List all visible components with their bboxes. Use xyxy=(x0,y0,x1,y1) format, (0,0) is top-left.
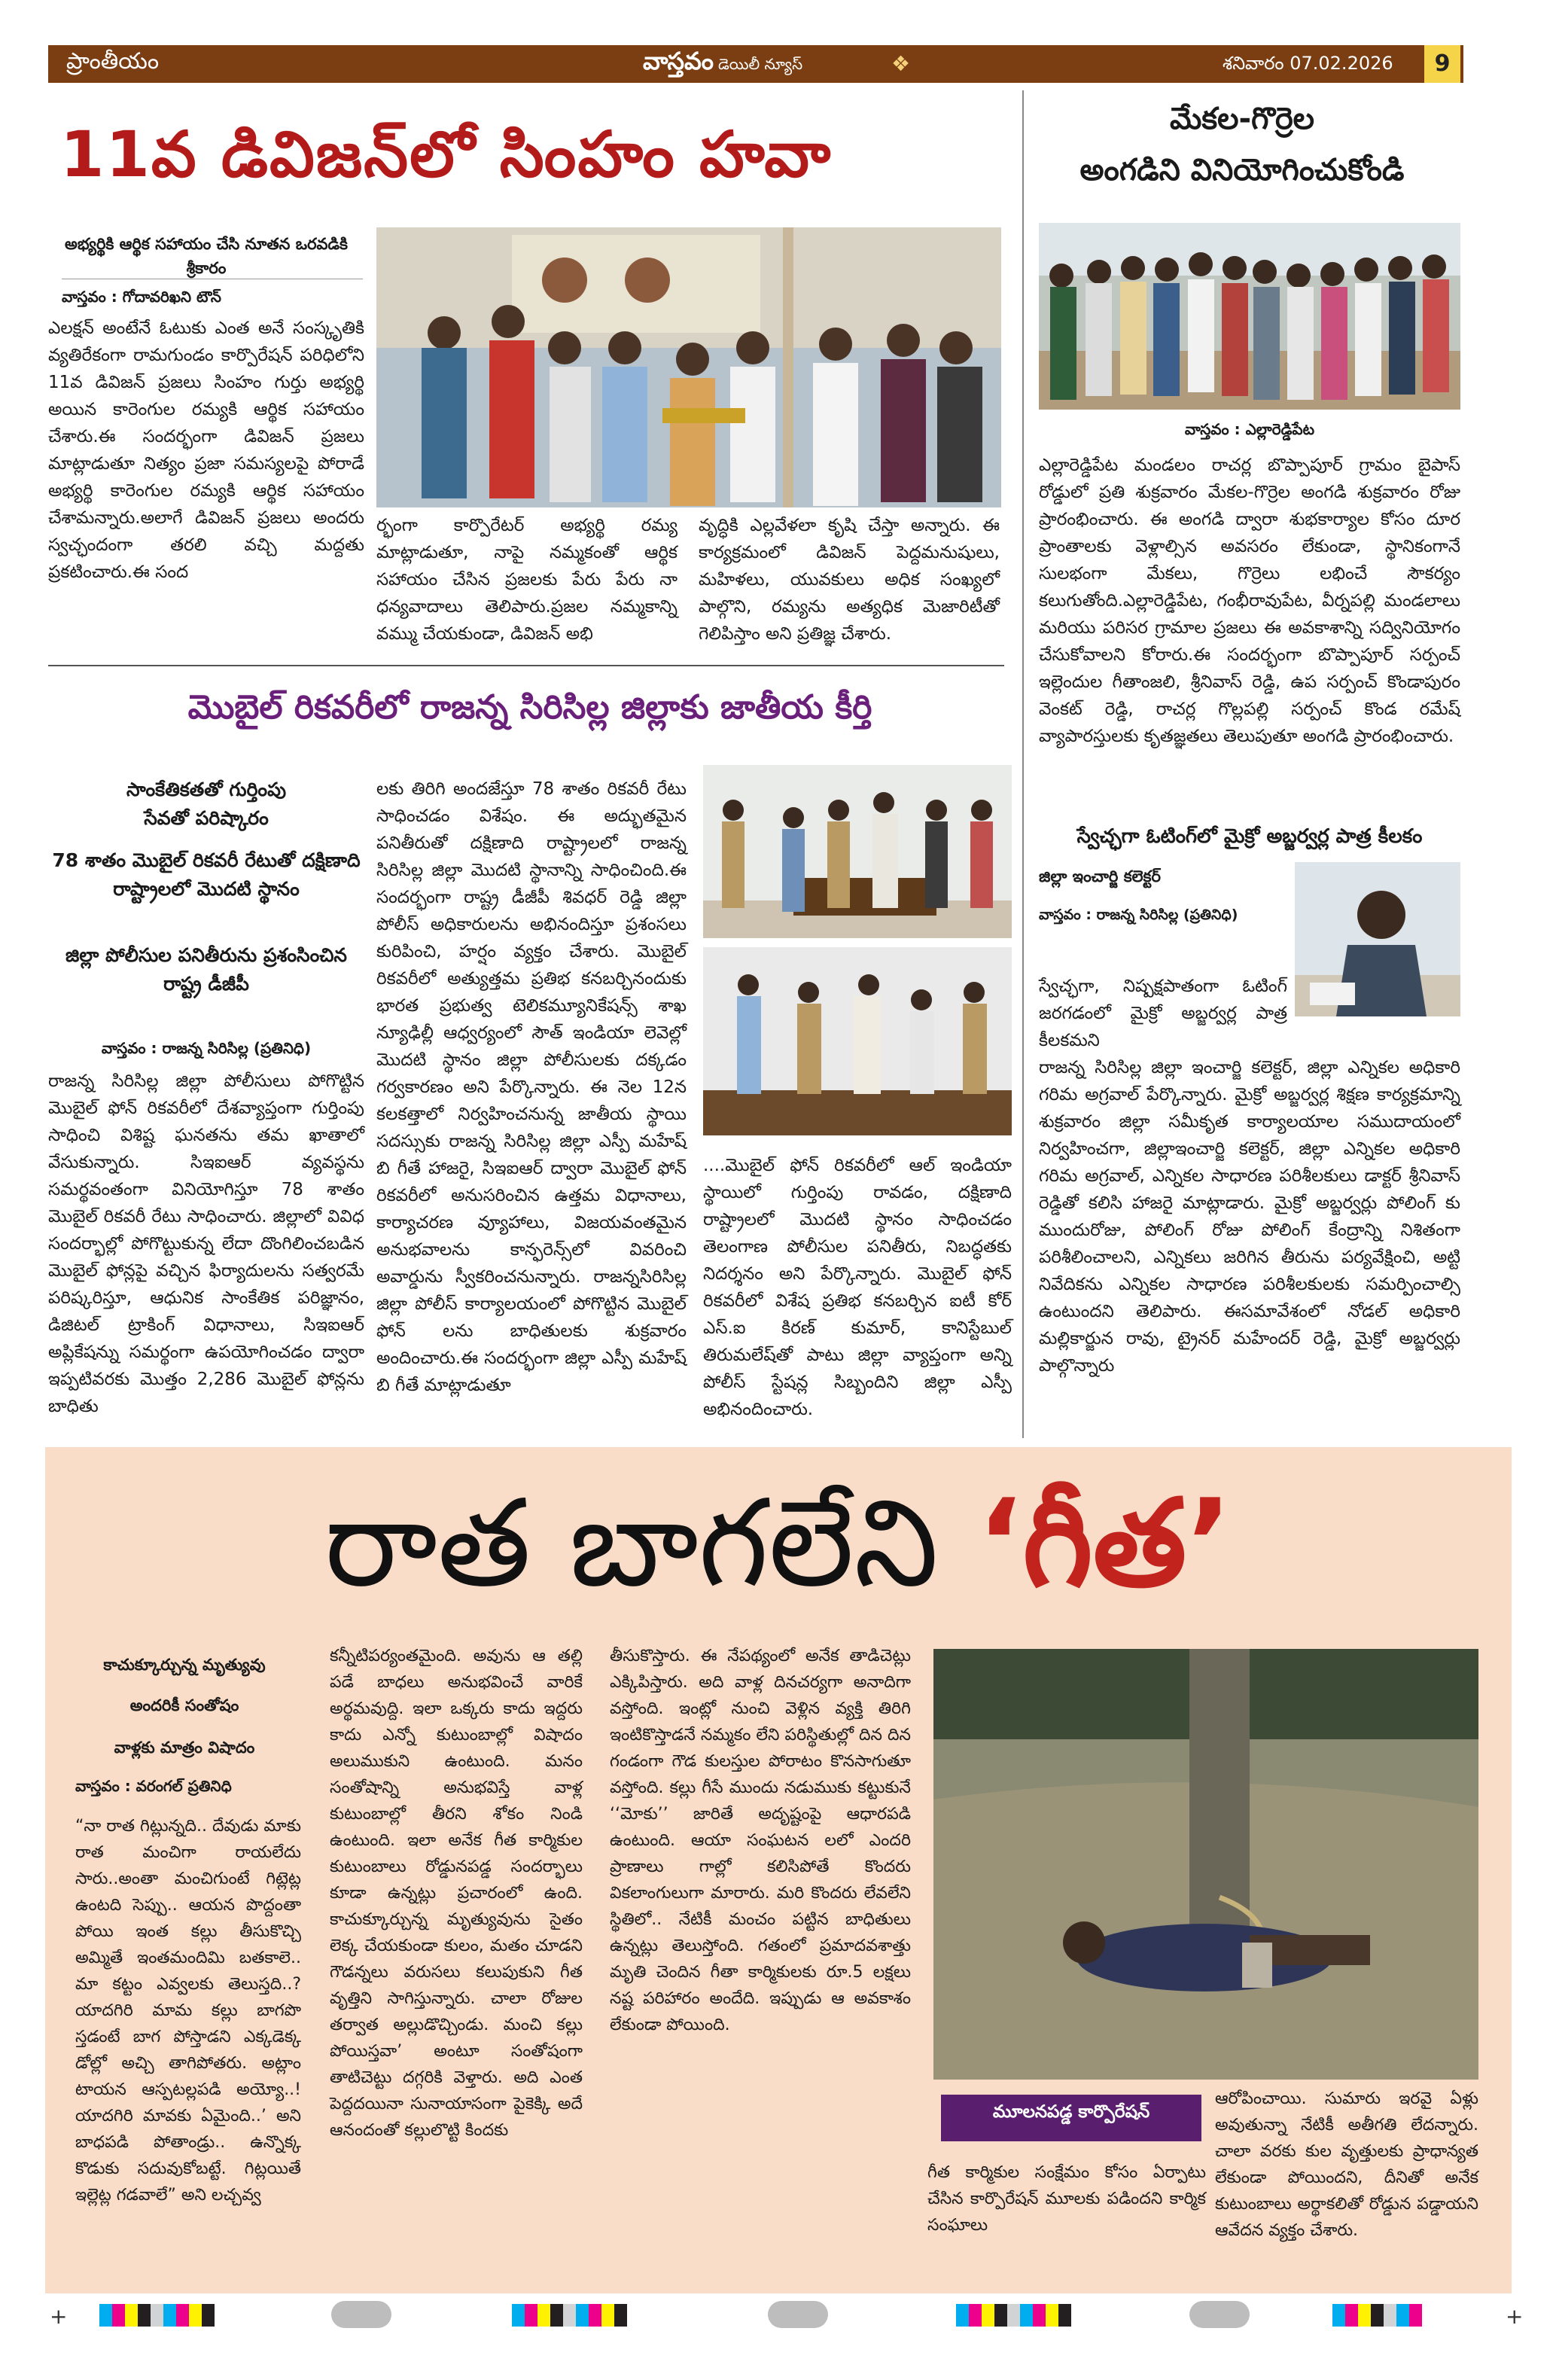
story5-column-1: “నా రాత గిట్లున్నది.. దేవుడు మాకు రాత మంచిగా రాయలేదు సారు..అంతా మంచిగుంటే గిట్లెట్ల ఉంటది సెప్పు.. ఆయన పొద్దంతా పోయి ఇంత కల్లు తీసుకొచ్చి అమ్మితే ఇంతమందిమి బతకాలె.. మా కట్టం ఎవ్వలకు తెలుస్తది..? యాదగిరి మామ కల్లు బాగపొ స్తడంటే బాగ పోస్తాడని ఎక్కడెక్క డోల్లో అచ్చి తాగిపోతరు. అట్లాం టాయన ఆస్పటల్లపడి అయ్యో..! యాదగిరి మావకు ఏమైంది..’ అని బాధపడి పోతాండ్రు.. ఉన్నొక్క కొడుకు సదువుకోబట్టే. గిట్లయితే ఇల్లెట్ల గడవాలే” అని లచ్చవ్వ xyxy=(75,1817,301,2205)
registration-dot xyxy=(331,2301,391,2328)
story4-body: రాజన్న సిరిసిల్ల జిల్లా ఇంచార్జి కలెక్టర్, జిల్లా ఎన్నికల అధికారి గరిమ అగ్రవాల్ పేర్కొన్నారు. మైక్రో అబ్జర్వర్ల శిక్షణ కార్యక్రమాన్ని శుక్రవారం జిల్లా సమీకృత కార్యాలయాల సముదాయంలో నిర్వహించగా, జిల్లాఇంచార్జి కలెక్టర్, జిల్లా ఎన్నికల అధికారి గరిమ అగ్రవాల్, ఎన్నికల సాధారణ పరిశీలకులు డాక్టర్ శ్రీనివాస్ రెడ్డితో కలిసి హాజరై మాట్లాడారు. మైక్రో అబ్జర్వర్లు పోలింగ్ కు ముందురోజు, పోలింగ్ రోజు పోలింగ్ కేంద్రాన్ని నిశితంగా పరిశీలించాలని, ఎన్నికలు జరిగిన తీరును పర్యవేక్షించి, అట్టి నివేదికను ఎన్నికల సాధారణ పరిశీలకులకు సమర్పించాల్సి ఉంటుందని తెలిపారు. ఈసమావేశంలో నోడల్ అధికారి మల్లికార్జున రావు, ట్రైనర్ మహేందర్ రెడ్డి, మైక్రో అబ్జర్వర్లు పాల్గొన్నారు xyxy=(1039,1058,1460,1376)
section-label: ప్రాంతీయం xyxy=(66,48,160,75)
color-bar xyxy=(956,2304,1071,2327)
brand-logo: వాస్తవం డెయిలీ న్యూస్ xyxy=(643,47,803,75)
story2-headline-line1: మేకల-గొర్రెల xyxy=(1169,102,1315,136)
story1-column-1: ఎలక్షన్ అంటేనే ఓటుకు ఎంత అనే సంస్కృతికి వ్యతిరేకంగా రామగుండం కార్పొరేషన్ పరిధిలోని 11వ డివిజన్ ప్రజలు సింహం గుర్తు అభ్యర్థి అయిన కారెంగుల రమ్యకి ఆర్థిక సహాయం చేశారు.ఈ సందర్భంగా డివిజన్ ప్రజలు మాట్లాడుతూ నిత్యం ప్రజా సమస్యలపై పోరాడే అభ్యర్థి కారెంగుల రమ్యకి ఆర్థిక సహాయం చేశామన్నారు.అలాగే డివిజన్ ప్రజలు అందరు స్వచ్ఛందంగా తరలి వచ్చి మద్దతు ప్రకటించారు.ఈ సంద xyxy=(48,318,364,582)
story2-photo xyxy=(1039,223,1460,410)
story5-dateline: వాస్తవం : వరంగల్ ప్రతినిధి xyxy=(75,1777,232,1795)
story5-sub-3: వాళ్లకు మాత్రం విషాదం xyxy=(114,1739,255,1757)
story4-photo xyxy=(1295,862,1460,1016)
story3-dateline: వాస్తవం : రాజన్న సిరిసిల్ల (ప్రతినిధి) xyxy=(101,1039,312,1057)
story1-column-2: ర్భంగా కార్పొరేటర్ అభ్యర్థి రమ్య మాట్లాడుతూ, నాపై నమ్మకంతో ఆర్థిక సహాయం చేసిన ప్రజలకు పేరు పేరు నా ధన్యవాదాలు తెలిపారు.ప్రజల నమ్మకాన్ని వమ్ము చేయకుండా, డివిజన్ అభి xyxy=(376,516,678,644)
story4-dateline: వాస్తవం : రాజన్న సిరిసిల్ల (ప్రతినిధి) xyxy=(1039,907,1238,923)
story2-dateline: వాస్తవం : ఎల్లారెడ్డిపేట xyxy=(1184,420,1315,438)
masthead-bar xyxy=(48,45,1463,83)
story2-headline-line2: అంగడిని వినియోగించుకోండి xyxy=(1079,153,1405,187)
corporation-box-label: మూలనపడ్డ కార్పొరేషన్ xyxy=(992,2102,1150,2122)
story5-column-4: గీత కార్మికుల సంక్షేమం కోసం ఏర్పాటు చేసిన కార్పొరేషన్ మూలకు పడిందని కార్మిక సంఘాలు xyxy=(927,2163,1206,2235)
story3-column-3: ....మొబైల్ ఫోన్ రికవరీలో ఆల్ ఇండియా స్థాయిలో గుర్తింపు రావడం, దక్షిణాది రాష్ట్రాలలో మొదటి స్థానం సాధించడం తెలంగాణ పోలీసుల పనితీరు, నిబద్ధతకు నిదర్శనం అని పేర్కొన్నారు. మొబైల్ ఫోన్ రికవరీలో విశేష ప్రతిభ కనబర్చిన ఐటీ కోర్ ఎస్.ఐ కిరణ్ కుమార్, కానిస్టేబుల్ తిరుమలేష్‌తో పాటు జిల్లా వ్యాప్తంగా అన్ని పోలీస్ స్టేషన్ల సిబ్బందిని జిల్లా ఎస్పీ అభినందించారు. xyxy=(703,1156,1012,1419)
story3-column-1: రాజన్న సిరిసిల్ల జిల్లా పోలీసులు పోగొట్టిన మొబైల్ ఫోన్ రికవరీలో దేశవ్యాప్తంగా గుర్తింపు సాధించి విశిష్ట ఘనతను తమ ఖాతాలో వేసుకున్నారు. సిఇఐఆర్ వ్యవస్థను సమర్థవంతంగా వినియోగిస్తూ 78 శాతం మొబైల్ రికవరీ రేటు సాధించారు. జిల్లాలో వివిధ సందర్భాల్లో పోగొట్టుకున్న లేదా దొంగిలించబడిన మొబైల్ ఫోన్లపై వచ్చిన ఫిర్యాదులను సత్వరమే పరిష్కరిస్తూ, ఆధునిక సాంకేతిక పరిజ్ఞానం, డిజిటల్ ట్రాకింగ్ విధానాలు, సిఇఐఆర్ అప్లికేషన్ను సమర్థంగా ఉపయోగించడం ద్వారా ఇప్పటివరకు మొత్తం 2,286 మొబైల్ ఫోన్లను బాధితు xyxy=(48,1071,364,1416)
story2-body: ఎల్లారెడ్డిపేట మండలం రాచర్ల బొప్పాపూర్ గ్రామం బైపాస్ రోడ్డులో ప్రతి శుక్రవారం మేకల-గొర్రెల అంగడి శుక్రవారం రోజు ప్రారంభించారు. ఈ అంగడి ద్వారా శుభకార్యాల కోసం దూర ప్రాంతాలకు వెళ్లాల్సిన అవసరం లేకుండా, స్థానికంగానే సులభంగా మేకలు, గొర్రెలు లభించే సౌకర్యం కలుగుతోంది.ఎల్లారెడ్డిపేట, గంభీరావుపేట, వీర్నపల్లి మండలాలు మరియు పరిసర గ్రామాల ప్రజలు ఈ అవకాశాన్ని సద్వినియోగం చేసుకోవాలని కోరారు.ఈ సందర్భంగా బొప్పాపూర్ సర్పంచ్ ఇల్లెందుల గీతాంజలి, శ్రీనివాస్ రెడ్డి, ఉప సర్పంచ్ కొండాపురం వెంకట్ రెడ్డి, రాచర్ల గొల్లపల్లి సర్పంచ్ కొండ రమేష్ వ్యాపారస్తులకు కృతజ్ఞతలు తెలుపుతూ అంగడి ప్రారంభించారు. xyxy=(1039,456,1460,746)
story3-column-2: లకు తిరిగి అందజేస్తూ 78 శాతం రికవరీ రేటు సాధించడం విశేషం. ఈ అద్భుతమైన పనితీరుతో దక్షిణాది రాష్ట్రాలలో రాజన్న సిరిసిల్ల జిల్లా మొదటి స్థానాన్ని సాధించింది.ఈ సందర్భంగా రాష్ట్ర డీజీపీ శివధర్ రెడ్డి జిల్లా పోలీస్ అధికారులను అభినందిస్తూ ప్రశంసలు కురిపించి, హర్షం వ్యక్తం చేశారు. మొబైల్ రికవరీలో అత్యుత్తమ ప్రతిభ కనబర్చినందుకు భారత ప్రభుత్వ టెలికమ్యూనికేషన్స్ శాఖ న్యూఢిల్లీ ఆధ్వర్యంలో సౌత్ ఇండియా లెవెల్లో మొదటి స్థానం జిల్లా పోలీసులకు దక్కడం గర్వకారణం అని పేర్కొన్నారు. ఈ నెల 12న కలకత్తాలో నిర్వహించనున్న జాతీయ స్థాయి సదస్సుకు రాజన్న సిరిసిల్ల జిల్లా ఎస్పీ మహేష్ బి గీతే హాజరై, సిఇఐఆర్ ద్వారా మొబైల్ ఫోన్ రికవరీలో అనుసరించిన ఉత్తమ విధానాలు, కార్యాచరణ వ్యూహాలు, విజయవంతమైన అనుభవాలను కాన్ఫరెన్స్‌లో వివరించి అవార్డును స్వీకరించనున్నారు. రాజన్నసిరిసిల్ల జిల్లా పోలీస్ కార్యాలయంలో పోగొట్టిన మొబైల్ ఫోన్ లను బాధితులకు శుక్రవారం అందించారు.ఈ సందర్భంగా జిల్లా ఎస్పీ మహేష్ బి గీతే మాట్లాడుతూ xyxy=(376,779,687,1395)
color-bar xyxy=(1332,2304,1422,2327)
bird-icon: ❖ xyxy=(891,51,911,76)
registration-dot xyxy=(1189,2301,1250,2328)
story5-sub-2: అందరికీ సంతోషం xyxy=(129,1696,239,1714)
registration-crosshair: + xyxy=(50,2304,68,2329)
story4-tag: జిల్లా ఇంచార్జి కలెక్టర్ xyxy=(1039,867,1161,885)
story3-photo-2 xyxy=(703,947,1012,1135)
story5-headline-plain: రాత బాగలేని xyxy=(324,1473,977,1614)
story5-column-3: తీసుకొస్తారు. ఈ నేపథ్యంలో అనేక తాడిచెట్లు ఎక్కిపిస్తారు. అది వాళ్ల దినచర్యగా అనాదిగా వస్తోంది. ఇంట్లో నుంచి వెళ్లిన వ్యక్తి తిరిగి ఇంటికొస్తాడనే నమ్మకం లేని పరిస్థితుల్లో దిన దిన గండంగా గౌడ కులస్తుల పోరాటం కొనసాగుతూ వస్తోంది. కల్లు గీసే ముందు నడుముకు కట్టుకునే ‘‘మోకు’’ జారితే అదృష్టంపై ఆధారపడి ఉంటుంది. ఆయా సంఘటన లలో ఎందరి ప్రాణాలు గాల్లో కలిసిపోతే కొందరు వికలాంగులుగా మారారు. మరి కొందరు లేవలేని స్థితిలో.. నేటికీ మంచం పట్టిన బాధితులు ఉన్నట్లు తెలుస్తోంది. గతంలో ప్రమాదవశాత్తు మృతి చెందిన గీతా కార్మికులకు రూ.5 లక్షలు నష్ట పరిహారం అందేది. ఇప్పుడు ఆ అవకాశం లేకుండా పోయింది. xyxy=(610,1647,911,2034)
story1-photo xyxy=(376,227,1001,507)
story1-column-3: వృద్ధికి ఎల్లవేళలా కృషి చేస్తా అన్నారు. ఈ కార్యక్రమంలో డివిజన్ పెద్దమనుషులు, మహిళలు, యువకులు అధిక సంఖ్యలో పాల్గొని, రమ్యను అత్యధిక మెజారిటీతో గెలిపిస్తాం అని ప్రతిజ్ఞ చేశారు. xyxy=(699,516,1000,644)
story3-sub-4: జిల్లా పోలీసుల పనితీరును ప్రశంసించిన రాష్ట్ర డీజీపీ xyxy=(65,944,347,995)
registration-crosshair: + xyxy=(1506,2304,1524,2329)
story5-headline xyxy=(48,1473,1509,1614)
color-bar xyxy=(512,2304,627,2327)
story5-headline-accent: ‘గీత’ xyxy=(976,1473,1232,1614)
color-bar xyxy=(99,2304,215,2327)
column-rule xyxy=(1022,90,1024,1438)
story3-sub-1: సాంకేతికతతో గుర్తింపు xyxy=(126,779,287,800)
issue-date: శనివారం 07.02.2026 xyxy=(1223,53,1393,74)
story5-column-5: ఆరోపించాయి. సుమారు ఇరవై ఏళ్లు అవుతున్నా నేటికీ అతీగతి లేదన్నారు. చాలా వరకు కుల వృత్తులకు ప్రాధాన్యత లేకుండా పోయిందని, దీనితో అనేక కుటుంబాలు అర్థాకలితో రోడ్డున పడ్డాయని ఆవేదన వ్యక్తం చేశారు. xyxy=(1215,2089,1478,2240)
section-divider xyxy=(48,665,1004,666)
story5-column-2: కన్నీటిపర్యంతమైంది. అవును ఆ తల్లి పడే బాధలు అనుభవించే వారికే అర్థమవుద్ది. ఇలా ఒక్కరు కాదు ఇద్దరు కాదు ఎన్నో కుటుంబాల్లో విషాదం అలుముకుని ఉంటుంది. మనం సంతోషాన్ని అనుభవిస్తే వాళ్ల కుటుంబాల్లో తీరని శోకం నిండి ఉంటుంది. ఇలా అనేక గీత కార్మికుల కుటుంబాలు రోడ్డునపడ్డ సందర్భాలు కూడా ఉన్నట్లు ప్రచారంలో ఉంది. కాచుక్కూర్చున్న మృత్యువును సైతం లెక్క చేయకుండా కులం, మతం చూడని గౌడన్నలు వరుసలు కలుపుకుని గీత వృత్తిని సాగిస్తున్నారు. చాలా రోజుల తర్వాత అల్లుడొచ్చిండు. మంచి కల్లు పోయిస్తవా’ అంటూ సంతోషంగా తాటిచెట్టు దగ్గరికి వెళ్తారు. అది ఎంత పెద్దదయినా సునాయాసంగా పైకెక్కి అదే ఆనందంతో కల్లులొట్టి కిందకు xyxy=(330,1647,583,2140)
story4-headline: స్వేచ్ఛగా ఓటింగ్‌లో మైక్రో అబ్జర్వర్ల పాత్ర కీలకం xyxy=(1076,825,1423,848)
story3-sub-2: సేవతో పరిష్కారం xyxy=(144,807,269,829)
story1-dateline: వాస్తవం : గోదావరిఖని టౌన్ xyxy=(62,288,221,306)
story1-headline: 11వ డివిజన్‌లో సింహం హవా xyxy=(60,117,833,191)
story3-photo-1 xyxy=(703,765,1012,938)
story1-subhead: అభ్యర్థికి ఆర్థిక సహాయం చేసి నూతన ఒరవడికి శ్రీకారం xyxy=(65,235,348,277)
story3-sub-3: 78 శాతం మొబైల్ రికవరీ రేటుతో దక్షిణాది రాష్ట్రాలలో మొదటి స్థానం xyxy=(52,849,361,900)
story5-sub-1: కాచుక్కూర్చున్న మృత్యువు xyxy=(103,1656,266,1674)
story4-lead: స్వేచ్ఛగా, నిష్పక్షపాతంగా ఓటింగ్ జరగడంలో మైక్రో అబ్జర్వర్ల పాత్ర కీలకమని xyxy=(1039,977,1287,1050)
story3-headline: మొబైల్ రికవరీలో రాజన్న సిరిసిల్ల జిల్లాకు జాతీయ కీర్తి xyxy=(187,688,872,727)
page-number: 9 xyxy=(1424,45,1460,83)
registration-dot xyxy=(768,2301,828,2328)
story5-photo xyxy=(933,1649,1478,2080)
